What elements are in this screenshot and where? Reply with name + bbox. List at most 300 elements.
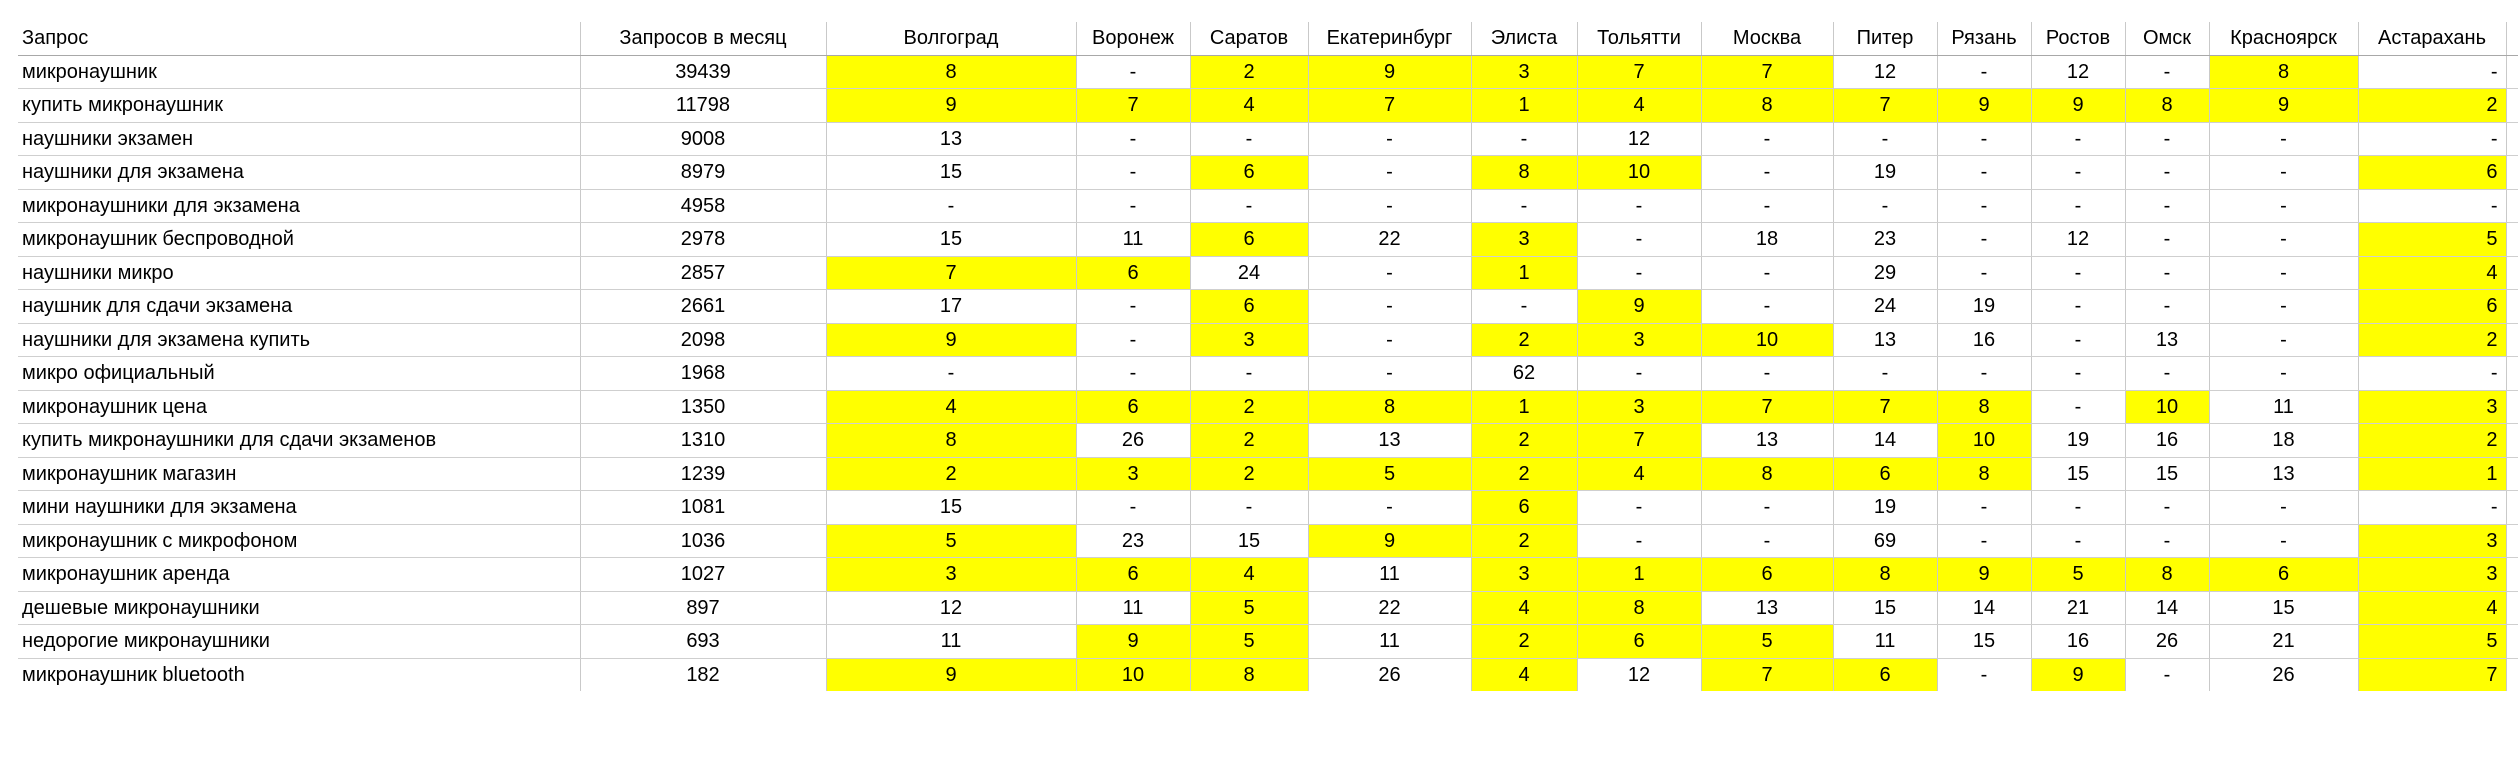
rank-cell-highlighted[interactable]: 4 [826, 390, 1076, 424]
rank-cell[interactable]: 11 [1308, 625, 1471, 659]
rank-cell-highlighted[interactable]: 7 [2358, 658, 2506, 691]
rank-cell[interactable]: - [1190, 357, 1308, 391]
rank-cell[interactable]: 23 [1833, 223, 1937, 257]
rank-cell[interactable]: 15 [826, 223, 1076, 257]
rank-cell[interactable]: - [1937, 357, 2031, 391]
rank-cell-highlighted[interactable]: 7 [1577, 55, 1701, 89]
rank-cell-highlighted[interactable]: 5 [1701, 625, 1833, 659]
volume-cell[interactable]: 1036 [580, 524, 826, 558]
rank-cell-highlighted[interactable]: 3 [1190, 323, 1308, 357]
rank-cell[interactable]: 16 [2125, 424, 2209, 458]
rank-cell-highlighted[interactable]: 4 [2358, 591, 2506, 625]
rank-cell-highlighted[interactable]: 7 [1701, 55, 1833, 89]
rank-cell[interactable]: - [2209, 491, 2358, 525]
rank-cell[interactable]: 11 [1833, 625, 1937, 659]
rank-cell-highlighted[interactable]: 4 [1471, 658, 1577, 691]
rank-cell[interactable]: - [1076, 290, 1190, 324]
rank-cell-highlighted[interactable]: 9 [1937, 89, 2031, 123]
rank-cell-highlighted[interactable]: 7 [1701, 390, 1833, 424]
volume-cell[interactable]: 182 [580, 658, 826, 691]
rank-cell[interactable]: - [2209, 290, 2358, 324]
rank-cell[interactable]: 69 [1833, 524, 1937, 558]
rank-cell-highlighted[interactable]: 10 [1076, 658, 1190, 691]
volume-cell[interactable]: 8979 [580, 156, 826, 190]
rank-cell[interactable]: - [1190, 189, 1308, 223]
rank-cell-highlighted[interactable]: 8 [826, 55, 1076, 89]
rank-cell-highlighted[interactable]: 4 [1577, 457, 1701, 491]
rank-cell-highlighted[interactable]: 2 [1190, 424, 1308, 458]
rank-cell[interactable]: 24 [1190, 256, 1308, 290]
rank-cell-highlighted[interactable]: 8 [1937, 457, 2031, 491]
query-cell[interactable]: наушники для экзамена купить [18, 323, 580, 357]
query-cell[interactable]: микронаушник с микрофоном [18, 524, 580, 558]
rank-cell-highlighted[interactable]: 3 [826, 558, 1076, 592]
rank-cell[interactable]: - [1076, 491, 1190, 525]
rank-cell[interactable]: - [1701, 256, 1833, 290]
rank-cell-highlighted[interactable]: 6 [1190, 156, 1308, 190]
rank-cell[interactable]: - [1308, 491, 1471, 525]
rank-cell-highlighted[interactable]: 2 [2358, 89, 2506, 123]
query-cell[interactable]: микронаушник [18, 55, 580, 89]
rank-cell[interactable]: - [2209, 323, 2358, 357]
rank-cell[interactable]: 12 [2031, 223, 2125, 257]
header-city[interactable]: Саратов [1190, 22, 1308, 55]
empty-cell[interactable] [2506, 625, 2518, 659]
rank-cell-highlighted[interactable]: 8 [1471, 156, 1577, 190]
rank-cell-highlighted[interactable]: 1 [2358, 457, 2506, 491]
rank-cell[interactable]: 12 [2031, 55, 2125, 89]
rank-cell[interactable]: - [1308, 290, 1471, 324]
rank-cell[interactable]: - [2209, 156, 2358, 190]
rank-cell-highlighted[interactable]: 8 [1190, 658, 1308, 691]
header-city[interactable]: Ростов [2031, 22, 2125, 55]
rank-cell[interactable]: - [2125, 357, 2209, 391]
rank-cell-highlighted[interactable]: 5 [1190, 591, 1308, 625]
volume-cell[interactable]: 1081 [580, 491, 826, 525]
volume-cell[interactable]: 1968 [580, 357, 826, 391]
rank-cell[interactable]: - [826, 189, 1076, 223]
rank-cell-highlighted[interactable]: 3 [1471, 223, 1577, 257]
rank-cell[interactable]: - [1308, 189, 1471, 223]
rank-cell-highlighted[interactable]: 2 [1471, 524, 1577, 558]
rank-cell[interactable]: - [1701, 122, 1833, 156]
rank-cell[interactable]: - [2209, 223, 2358, 257]
header-city[interactable]: Питер [1833, 22, 1937, 55]
rank-cell[interactable]: 21 [2031, 591, 2125, 625]
rank-cell-highlighted[interactable]: 6 [1076, 256, 1190, 290]
header-city[interactable]: Воронеж [1076, 22, 1190, 55]
rank-cell[interactable]: - [2031, 156, 2125, 190]
rank-cell-highlighted[interactable]: 3 [2358, 390, 2506, 424]
rank-cell-highlighted[interactable]: 6 [1471, 491, 1577, 525]
rank-cell-highlighted[interactable]: 6 [1833, 457, 1937, 491]
volume-cell[interactable]: 1350 [580, 390, 826, 424]
rank-cell[interactable]: 17 [826, 290, 1076, 324]
rank-cell-highlighted[interactable]: 7 [1833, 89, 1937, 123]
rank-cell[interactable]: 12 [1833, 55, 1937, 89]
rank-cell-highlighted[interactable]: 9 [1076, 625, 1190, 659]
rank-cell[interactable]: 22 [1308, 223, 1471, 257]
rank-cell[interactable]: - [1833, 357, 1937, 391]
query-cell[interactable]: микронаушник магазин [18, 457, 580, 491]
rank-cell[interactable]: - [1308, 122, 1471, 156]
volume-cell[interactable]: 1239 [580, 457, 826, 491]
rank-cell-highlighted[interactable]: 4 [1471, 591, 1577, 625]
rank-cell[interactable]: - [1577, 223, 1701, 257]
volume-cell[interactable]: 693 [580, 625, 826, 659]
rank-cell[interactable]: - [2209, 524, 2358, 558]
rank-cell-highlighted[interactable]: 7 [1308, 89, 1471, 123]
rank-cell[interactable]: - [2209, 122, 2358, 156]
rank-cell-highlighted[interactable]: 4 [1577, 89, 1701, 123]
rank-cell-highlighted[interactable]: 7 [1701, 658, 1833, 691]
rank-cell[interactable]: - [1577, 524, 1701, 558]
rank-cell[interactable]: - [1076, 156, 1190, 190]
empty-cell[interactable] [2506, 658, 2518, 691]
rank-cell[interactable]: 13 [1701, 591, 1833, 625]
rank-cell[interactable]: 11 [1076, 591, 1190, 625]
rank-cell[interactable]: - [1937, 524, 2031, 558]
empty-cell[interactable] [2506, 189, 2518, 223]
rank-cell[interactable]: 26 [1076, 424, 1190, 458]
rank-cell-highlighted[interactable]: 3 [2358, 558, 2506, 592]
rank-cell[interactable]: - [2209, 256, 2358, 290]
rank-cell[interactable]: - [1833, 189, 1937, 223]
rank-cell-highlighted[interactable]: 5 [826, 524, 1076, 558]
rank-cell[interactable]: - [2031, 290, 2125, 324]
rank-cell[interactable]: - [2358, 122, 2506, 156]
rank-cell-highlighted[interactable]: 2 [1190, 55, 1308, 89]
rank-cell-highlighted[interactable]: 7 [1833, 390, 1937, 424]
rank-cell[interactable]: 11 [2209, 390, 2358, 424]
rank-cell[interactable]: - [1076, 55, 1190, 89]
rank-cell[interactable]: - [2125, 290, 2209, 324]
rank-cell[interactable]: 26 [2125, 625, 2209, 659]
rank-cell[interactable]: - [826, 357, 1076, 391]
volume-cell[interactable]: 1310 [580, 424, 826, 458]
rank-cell-highlighted[interactable]: 9 [2031, 658, 2125, 691]
query-cell[interactable]: купить микронаушник [18, 89, 580, 123]
rank-cell[interactable]: 14 [2125, 591, 2209, 625]
rank-cell-highlighted[interactable]: 3 [1471, 55, 1577, 89]
rank-cell-highlighted[interactable]: 3 [1076, 457, 1190, 491]
rank-cell[interactable]: - [1937, 223, 2031, 257]
rank-cell[interactable]: 15 [2209, 591, 2358, 625]
rank-cell[interactable]: - [1937, 491, 2031, 525]
rank-cell-highlighted[interactable]: 6 [1190, 290, 1308, 324]
rank-cell[interactable]: - [2358, 491, 2506, 525]
rank-cell[interactable]: 11 [826, 625, 1076, 659]
rank-cell[interactable]: 12 [1577, 122, 1701, 156]
empty-cell[interactable] [2506, 22, 2518, 55]
rank-cell[interactable]: - [2125, 256, 2209, 290]
rank-cell[interactable]: 12 [826, 591, 1076, 625]
rank-cell[interactable]: - [1937, 189, 2031, 223]
rank-cell[interactable]: - [1190, 122, 1308, 156]
rank-cell[interactable]: 15 [1190, 524, 1308, 558]
query-cell[interactable]: микронаушник цена [18, 390, 580, 424]
empty-cell[interactable] [2506, 156, 2518, 190]
rank-cell-highlighted[interactable]: 2 [1471, 323, 1577, 357]
rank-cell[interactable]: - [1701, 189, 1833, 223]
rank-cell[interactable]: 19 [1833, 491, 1937, 525]
rank-cell-highlighted[interactable]: 2 [1471, 457, 1577, 491]
rank-cell[interactable]: - [1701, 491, 1833, 525]
rank-cell[interactable]: - [2031, 357, 2125, 391]
rank-cell[interactable]: - [2125, 658, 2209, 691]
rank-cell[interactable]: - [1076, 357, 1190, 391]
rank-cell[interactable]: 62 [1471, 357, 1577, 391]
empty-cell[interactable] [2506, 89, 2518, 123]
query-cell[interactable]: недорогие микронаушники [18, 625, 580, 659]
rank-cell-highlighted[interactable]: 8 [1701, 89, 1833, 123]
rank-cell[interactable]: 14 [1937, 591, 2031, 625]
rank-cell[interactable]: - [1076, 189, 1190, 223]
rank-cell[interactable]: - [1076, 122, 1190, 156]
rank-cell[interactable]: - [1577, 256, 1701, 290]
query-cell[interactable]: наушник для сдачи экзамена [18, 290, 580, 324]
empty-cell[interactable] [2506, 357, 2518, 391]
rank-cell-highlighted[interactable]: 8 [826, 424, 1076, 458]
rank-cell[interactable]: 19 [1833, 156, 1937, 190]
query-cell[interactable]: микронаушник беспроводной [18, 223, 580, 257]
rank-cell-highlighted[interactable]: 9 [826, 89, 1076, 123]
rank-cell[interactable]: 13 [2125, 323, 2209, 357]
rank-cell-highlighted[interactable]: 6 [2358, 156, 2506, 190]
rank-cell-highlighted[interactable]: 5 [2031, 558, 2125, 592]
rank-cell[interactable]: - [1471, 189, 1577, 223]
rank-cell[interactable]: - [2125, 491, 2209, 525]
rank-cell[interactable]: - [2031, 491, 2125, 525]
header-query[interactable]: Запрос [18, 22, 580, 55]
rank-cell[interactable]: - [2125, 55, 2209, 89]
query-cell[interactable]: микронаушник bluetooth [18, 658, 580, 691]
rank-cell[interactable]: - [2125, 122, 2209, 156]
rank-cell[interactable]: - [1190, 491, 1308, 525]
rank-cell-highlighted[interactable]: 6 [2209, 558, 2358, 592]
rank-cell[interactable]: 13 [1308, 424, 1471, 458]
rank-cell[interactable]: - [2358, 357, 2506, 391]
rank-cell[interactable]: - [2125, 156, 2209, 190]
query-cell[interactable]: дешевые микронаушники [18, 591, 580, 625]
rank-cell-highlighted[interactable]: 5 [2358, 625, 2506, 659]
rank-cell[interactable]: - [1577, 189, 1701, 223]
rank-cell[interactable]: 15 [2125, 457, 2209, 491]
rank-cell[interactable]: - [2358, 55, 2506, 89]
rank-cell[interactable]: 18 [1701, 223, 1833, 257]
rank-cell-highlighted[interactable]: 10 [1701, 323, 1833, 357]
rank-cell[interactable]: 15 [2031, 457, 2125, 491]
rank-cell[interactable]: - [1701, 156, 1833, 190]
rank-cell-highlighted[interactable]: 3 [1471, 558, 1577, 592]
rank-cell-highlighted[interactable]: 6 [1190, 223, 1308, 257]
rank-cell-highlighted[interactable]: 8 [2125, 558, 2209, 592]
rank-cell-highlighted[interactable]: 8 [1833, 558, 1937, 592]
rank-cell[interactable]: 18 [2209, 424, 2358, 458]
query-cell[interactable]: микронаушники для экзамена [18, 189, 580, 223]
rank-cell-highlighted[interactable]: 8 [2125, 89, 2209, 123]
rank-cell-highlighted[interactable]: 4 [2358, 256, 2506, 290]
header-city[interactable]: Рязань [1937, 22, 2031, 55]
rank-cell-highlighted[interactable]: 1 [1471, 256, 1577, 290]
rank-cell-highlighted[interactable]: 6 [1076, 390, 1190, 424]
rank-cell[interactable]: - [2031, 256, 2125, 290]
rank-cell-highlighted[interactable]: 5 [1190, 625, 1308, 659]
rank-cell-highlighted[interactable]: 3 [2358, 524, 2506, 558]
query-cell[interactable]: купить микронаушники для сдачи экзаменов [18, 424, 580, 458]
rank-cell[interactable]: 13 [2209, 457, 2358, 491]
query-cell[interactable]: микронаушник аренда [18, 558, 580, 592]
empty-cell[interactable] [2506, 524, 2518, 558]
header-city[interactable]: Москва [1701, 22, 1833, 55]
rank-cell-highlighted[interactable]: 2 [2358, 323, 2506, 357]
rank-cell[interactable]: - [1471, 290, 1577, 324]
rank-cell[interactable]: - [1937, 55, 2031, 89]
rank-cell[interactable]: 16 [1937, 323, 2031, 357]
rank-cell[interactable]: 26 [2209, 658, 2358, 691]
rank-cell-highlighted[interactable]: 6 [1701, 558, 1833, 592]
rank-cell-highlighted[interactable]: 9 [1308, 55, 1471, 89]
rank-cell[interactable]: - [1937, 658, 2031, 691]
rank-cell-highlighted[interactable]: 3 [1577, 390, 1701, 424]
rank-cell-highlighted[interactable]: 9 [1577, 290, 1701, 324]
volume-cell[interactable]: 2978 [580, 223, 826, 257]
rank-cell-highlighted[interactable]: 9 [2031, 89, 2125, 123]
rank-cell[interactable]: - [1701, 290, 1833, 324]
rank-cell-highlighted[interactable]: 8 [1937, 390, 2031, 424]
rank-cell[interactable]: - [2031, 390, 2125, 424]
rank-cell[interactable]: 19 [2031, 424, 2125, 458]
rank-cell[interactable]: - [2125, 524, 2209, 558]
rank-cell[interactable]: - [2209, 189, 2358, 223]
rank-cell-highlighted[interactable]: 8 [1701, 457, 1833, 491]
rank-cell-highlighted[interactable]: 7 [1577, 424, 1701, 458]
rank-cell[interactable]: 11 [1076, 223, 1190, 257]
header-city[interactable]: Екатеринбург [1308, 22, 1471, 55]
rank-cell[interactable]: - [1833, 122, 1937, 156]
rank-cell-highlighted[interactable]: 3 [1577, 323, 1701, 357]
rank-cell[interactable]: - [1937, 122, 2031, 156]
rank-cell[interactable]: 26 [1308, 658, 1471, 691]
header-city[interactable]: Астарахань [2358, 22, 2506, 55]
rank-cell[interactable]: 11 [1308, 558, 1471, 592]
rank-cell[interactable]: - [1308, 323, 1471, 357]
volume-cell[interactable]: 1027 [580, 558, 826, 592]
rank-cell[interactable]: 29 [1833, 256, 1937, 290]
rank-cell-highlighted[interactable]: 8 [1308, 390, 1471, 424]
rank-cell[interactable]: 19 [1937, 290, 2031, 324]
rank-cell[interactable]: 14 [1833, 424, 1937, 458]
empty-cell[interactable] [2506, 323, 2518, 357]
rank-cell-highlighted[interactable]: 1 [1471, 390, 1577, 424]
rank-cell-highlighted[interactable]: 6 [1833, 658, 1937, 691]
rank-cell[interactable]: 13 [1701, 424, 1833, 458]
rank-cell-highlighted[interactable]: 2 [1190, 390, 1308, 424]
rank-cell-highlighted[interactable]: 6 [1076, 558, 1190, 592]
header-city[interactable]: Омск [2125, 22, 2209, 55]
rank-cell-highlighted[interactable]: 7 [826, 256, 1076, 290]
rank-cell[interactable]: - [1308, 256, 1471, 290]
rank-cell[interactable]: - [1076, 323, 1190, 357]
header-city[interactable]: Тольятти [1577, 22, 1701, 55]
rank-cell[interactable]: 15 [1833, 591, 1937, 625]
rank-cell[interactable]: - [1577, 491, 1701, 525]
rank-cell[interactable]: 24 [1833, 290, 1937, 324]
rank-cell[interactable]: 15 [826, 491, 1076, 525]
volume-cell[interactable]: 11798 [580, 89, 826, 123]
volume-cell[interactable]: 4958 [580, 189, 826, 223]
query-cell[interactable]: мини наушники для экзамена [18, 491, 580, 525]
query-cell[interactable]: наушники микро [18, 256, 580, 290]
rank-cell-highlighted[interactable]: 1 [1471, 89, 1577, 123]
rank-cell-highlighted[interactable]: 8 [1577, 591, 1701, 625]
rank-cell-highlighted[interactable]: 2 [1190, 457, 1308, 491]
rank-cell[interactable]: - [2125, 189, 2209, 223]
rank-cell-highlighted[interactable]: 4 [1190, 558, 1308, 592]
header-city[interactable]: Элиста [1471, 22, 1577, 55]
header-city[interactable]: Волгоград [826, 22, 1076, 55]
rank-cell[interactable]: 13 [826, 122, 1076, 156]
rank-cell-highlighted[interactable]: 6 [1577, 625, 1701, 659]
rank-cell-highlighted[interactable]: 5 [1308, 457, 1471, 491]
rank-cell-highlighted[interactable]: 9 [1308, 524, 1471, 558]
volume-cell[interactable]: 897 [580, 591, 826, 625]
rank-cell[interactable]: - [2358, 189, 2506, 223]
empty-cell[interactable] [2506, 223, 2518, 257]
empty-cell[interactable] [2506, 256, 2518, 290]
empty-cell[interactable] [2506, 390, 2518, 424]
rank-cell-highlighted[interactable]: 9 [2209, 89, 2358, 123]
empty-cell[interactable] [2506, 55, 2518, 89]
rank-cell-highlighted[interactable]: 2 [826, 457, 1076, 491]
rank-cell-highlighted[interactable]: 9 [826, 658, 1076, 691]
volume-cell[interactable]: 9008 [580, 122, 826, 156]
rank-cell[interactable]: 21 [2209, 625, 2358, 659]
empty-cell[interactable] [2506, 591, 2518, 625]
rank-cell[interactable]: 23 [1076, 524, 1190, 558]
rank-cell[interactable]: - [2031, 323, 2125, 357]
rank-cell-highlighted[interactable]: 8 [2209, 55, 2358, 89]
rank-cell[interactable]: - [1577, 357, 1701, 391]
volume-cell[interactable]: 2857 [580, 256, 826, 290]
rank-cell[interactable]: 15 [1937, 625, 2031, 659]
rank-cell-highlighted[interactable]: 10 [1577, 156, 1701, 190]
volume-cell[interactable]: 2098 [580, 323, 826, 357]
rank-cell-highlighted[interactable]: 9 [1937, 558, 2031, 592]
rank-cell[interactable]: - [1308, 156, 1471, 190]
header-city[interactable]: Красноярск [2209, 22, 2358, 55]
query-cell[interactable]: микро официальный [18, 357, 580, 391]
rank-cell[interactable]: - [2209, 357, 2358, 391]
rank-cell-highlighted[interactable]: 10 [2125, 390, 2209, 424]
header-volume[interactable]: Запросов в месяц [580, 22, 826, 55]
query-cell[interactable]: наушники для экзамена [18, 156, 580, 190]
rank-cell-highlighted[interactable]: 2 [2358, 424, 2506, 458]
rank-cell-highlighted[interactable]: 5 [2358, 223, 2506, 257]
rank-cell[interactable]: - [1308, 357, 1471, 391]
rank-cell[interactable]: 22 [1308, 591, 1471, 625]
rank-cell[interactable]: - [2031, 524, 2125, 558]
empty-cell[interactable] [2506, 491, 2518, 525]
rank-cell[interactable]: 15 [826, 156, 1076, 190]
empty-cell[interactable] [2506, 457, 2518, 491]
query-cell[interactable]: наушники экзамен [18, 122, 580, 156]
rank-cell-highlighted[interactable]: 4 [1190, 89, 1308, 123]
empty-cell[interactable] [2506, 122, 2518, 156]
rank-cell-highlighted[interactable]: 2 [1471, 625, 1577, 659]
empty-cell[interactable] [2506, 558, 2518, 592]
rank-cell[interactable]: - [2031, 122, 2125, 156]
